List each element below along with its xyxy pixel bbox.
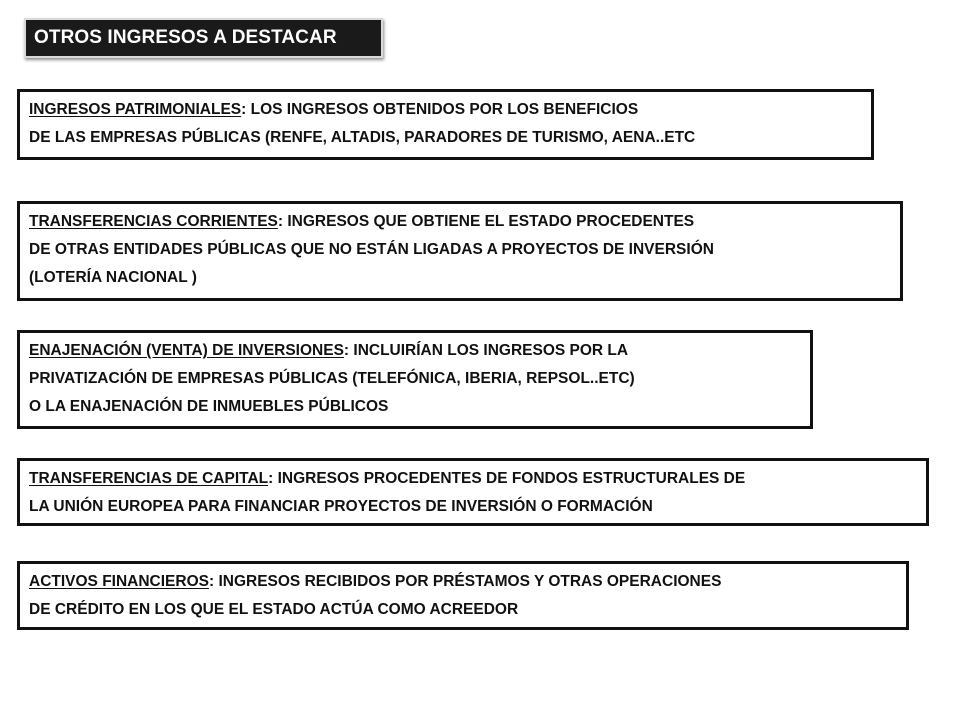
card-activos-financieros	[17, 561, 909, 630]
card-line-1	[29, 465, 918, 493]
card-term: ENAJENACIÓN (VENTA) DE INVERSIONES	[29, 342, 344, 359]
card-line-2: PRIVATIZACIÓN DE EMPRESAS PÚBLICAS (TELEFÓNICA, IBERIA, REPSOL..ETC)	[29, 370, 635, 387]
card-ingresos-patrimoniales	[17, 89, 874, 160]
card-line-1	[29, 568, 898, 596]
card-line-1	[29, 208, 892, 236]
card-term: TRANSFERENCIAS CORRIENTES	[29, 213, 278, 230]
card-line-2: LA UNIÓN EUROPEA PARA FINANCIAR PROYECTOS DE INVERSIÓN O FORMACIÓN	[29, 498, 653, 515]
card-line-3: O LA ENAJENACIÓN DE INMUEBLES PÚBLICOS	[29, 398, 389, 415]
card-line-1	[29, 337, 802, 365]
card-description: : LOS INGRESOS OBTENIDOS POR LOS BENEFICIOS	[241, 101, 639, 118]
card-description: : INGRESOS PROCEDENTES DE FONDOS ESTRUCTURALES DE	[268, 470, 746, 487]
card-description: : INCLUIRÍAN LOS INGRESOS POR LA	[343, 342, 629, 359]
card-description: : INGRESOS RECIBIDOS POR PRÉSTAMOS Y OTRAS OPERACIONES	[208, 573, 722, 590]
card-term: TRANSFERENCIAS DE CAPITAL	[29, 470, 269, 487]
card-line-2: DE LAS EMPRESAS PÚBLICAS (RENFE, ALTADIS, PARADORES DE TURISMO, AENA..ETC	[29, 129, 696, 146]
card-line-2: DE CRÉDITO EN LOS QUE EL ESTADO ACTÚA COMO ACREEDOR	[29, 601, 519, 618]
card-enajenacion-inversiones	[17, 330, 813, 429]
card-term: ACTIVOS FINANCIEROS	[29, 573, 209, 590]
card-term: INGRESOS PATRIMONIALES	[29, 101, 242, 118]
card-transferencias-corrientes	[17, 201, 903, 301]
slide-title: OTROS INGRESOS A DESTACAR	[24, 18, 383, 58]
card-line-3: (LOTERÍA NACIONAL )	[29, 269, 197, 286]
card-line-2: DE OTRAS ENTIDADES PÚBLICAS QUE NO ESTÁN LIGADAS A PROYECTOS DE INVERSIÓN	[29, 241, 714, 258]
card-transferencias-capital	[17, 458, 929, 526]
card-description: : INGRESOS QUE OBTIENE EL ESTADO PROCEDENTES	[277, 213, 695, 230]
card-line-1	[29, 96, 863, 124]
